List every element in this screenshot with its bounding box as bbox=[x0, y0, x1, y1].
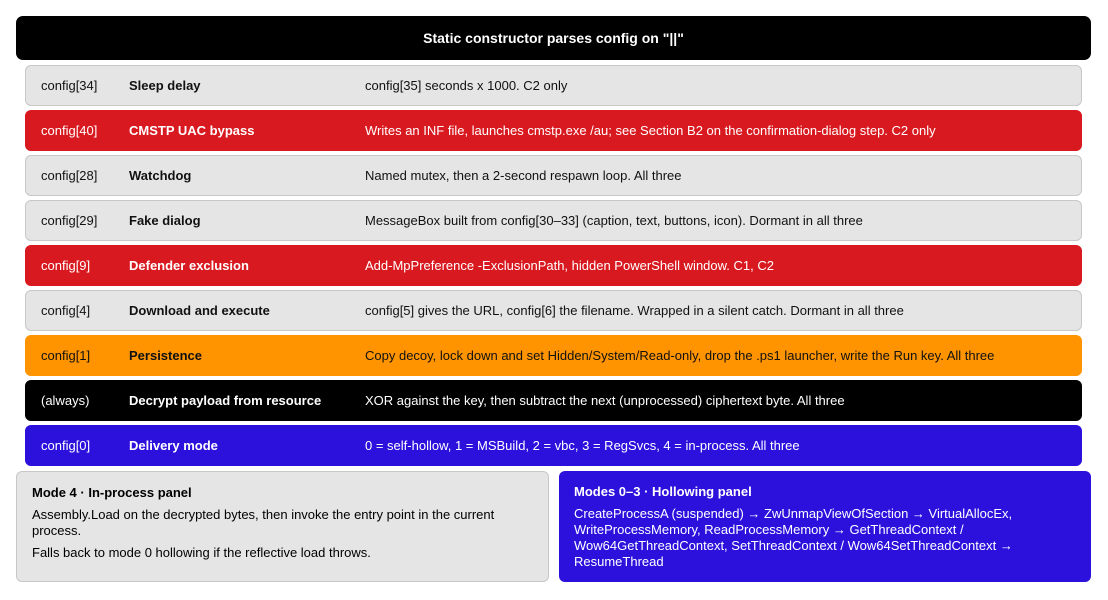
row-config-key: config[29] bbox=[41, 213, 98, 228]
hollowing-panel bbox=[559, 471, 1091, 582]
row-description: Writes an INF file, launches cmstp.exe /au; see Section B2 on the confirmation-dialog step. C2 only bbox=[365, 123, 936, 138]
row-feature-name: Watchdog bbox=[129, 168, 192, 183]
config-row bbox=[25, 155, 1082, 196]
hollowing-panel-title: Modes 0–3 · Hollowing panel bbox=[574, 484, 752, 499]
row-description: Named mutex, then a 2-second respawn loop. All three bbox=[365, 168, 682, 183]
row-feature-name: Fake dialog bbox=[129, 213, 201, 228]
row-description: Add-MpPreference -ExclusionPath, hidden PowerShell window. C1, C2 bbox=[365, 258, 774, 273]
config-row bbox=[25, 110, 1082, 151]
in-process-panel-text: Assembly.Load on the decrypted bytes, then invoke the entry point in the current process. bbox=[32, 507, 495, 538]
row-config-key: config[9] bbox=[41, 258, 91, 273]
row-description: XOR against the key, then subtract the next (unprocessed) ciphertext byte. All three bbox=[365, 393, 845, 408]
row-config-key: config[0] bbox=[41, 438, 91, 453]
row-description: config[5] gives the URL, config[6] the filename. Wrapped in a silent catch. Dormant in all three bbox=[365, 303, 904, 318]
hollowing-panel-text: CreateProcessA (suspended) → ZwUnmapViewOfSection → VirtualAllocEx, WriteProcessMemory, ReadProcessMemory → GetThreadContext / Wow64GetThreadContext, SetThreadContext / Wow64SetThreadContext → ResumeThread bbox=[574, 506, 1013, 569]
row-feature-name: Delivery mode bbox=[129, 438, 218, 453]
config-row bbox=[25, 65, 1082, 106]
row-feature-name: Defender exclusion bbox=[129, 258, 249, 273]
row-description: config[35] seconds x 1000. C2 only bbox=[365, 78, 568, 93]
row-feature-name: Persistence bbox=[129, 348, 202, 363]
config-row bbox=[25, 335, 1082, 376]
row-description: Copy decoy, lock down and set Hidden/System/Read-only, drop the .ps1 launcher, write the Run key. All three bbox=[365, 348, 995, 363]
row-config-key: config[34] bbox=[41, 78, 98, 93]
config-row bbox=[25, 200, 1082, 241]
config-row bbox=[25, 290, 1082, 331]
row-config-key: config[40] bbox=[41, 123, 98, 138]
in-process-panel bbox=[16, 471, 549, 582]
config-row bbox=[25, 245, 1082, 286]
diagram-header bbox=[16, 16, 1091, 60]
row-description: 0 = self-hollow, 1 = MSBuild, 2 = vbc, 3 = RegSvcs, 4 = in-process. All three bbox=[365, 438, 800, 453]
row-config-key: (always) bbox=[41, 393, 90, 408]
row-feature-name: CMSTP UAC bypass bbox=[129, 123, 255, 138]
row-config-key: config[1] bbox=[41, 348, 91, 363]
in-process-panel-title: Mode 4 · In-process panel bbox=[32, 485, 192, 500]
header-title: Static constructor parses config on "||" bbox=[423, 30, 684, 46]
row-feature-name: Download and execute bbox=[129, 303, 270, 318]
row-config-key: config[28] bbox=[41, 168, 98, 183]
row-feature-name: Sleep delay bbox=[129, 78, 201, 93]
row-config-key: config[4] bbox=[41, 303, 91, 318]
row-description: MessageBox built from config[30–33] (caption, text, buttons, icon). Dormant in all three bbox=[365, 213, 863, 228]
config-row bbox=[25, 425, 1082, 466]
config-row bbox=[25, 380, 1082, 421]
row-feature-name: Decrypt payload from resource bbox=[129, 393, 322, 408]
in-process-panel-fallback: Falls back to mode 0 hollowing if the reflective load throws. bbox=[32, 545, 371, 560]
